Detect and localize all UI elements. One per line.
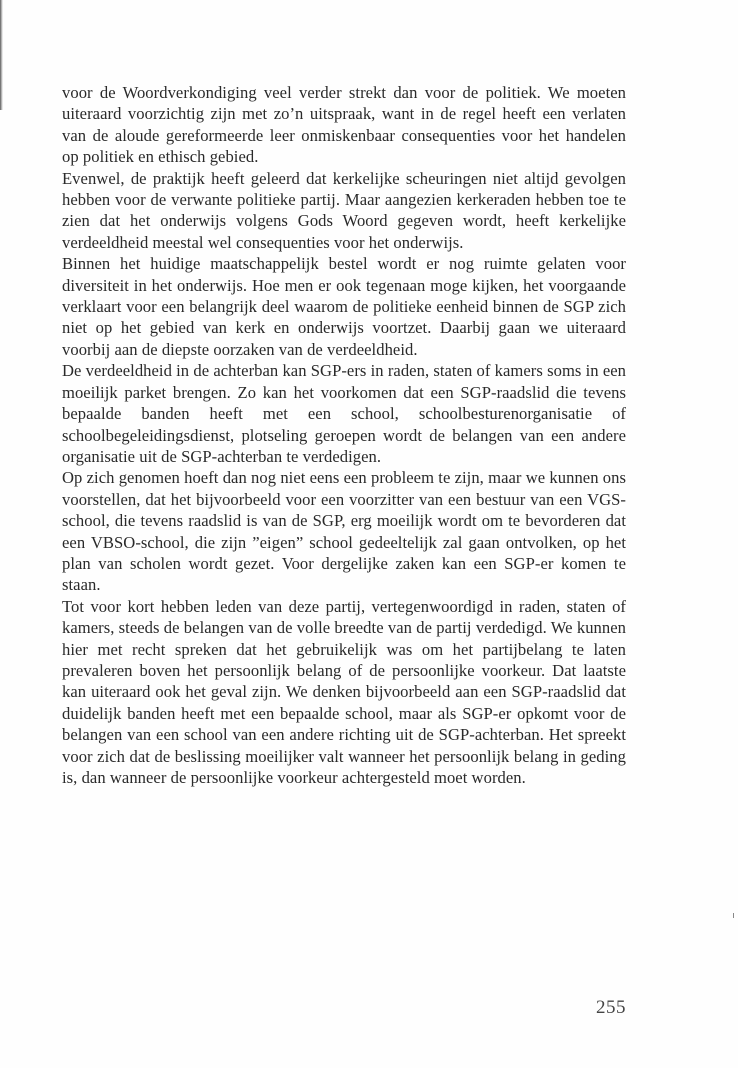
paragraph: voor de Woordverkondiging veel verder strekt dan voor de politiek. We moeten uiteraard voorzichtig zijn met zo’n uitspraak, want in de regel heeft een verlaten van de aloude gereformeerde leer onmiskenbaar consequenties voor het handelen op politiek en ethisch gebied. — [62, 83, 626, 167]
paragraph: Binnen het huidige maatschappelijk bestel wordt er nog ruimte gelaten voor diversiteit in het onderwijs. Hoe men er ook tegenaan moge kijken, het voorgaande verklaart voor een belangrijk deel waarom de politieke eenheid binnen de SGP zich niet op het gebied van kerk en onderwijs voortzet. Daarbij gaan we uiteraard voorbij aan de diepste oorzaken van de verdeeldheid. — [62, 254, 626, 359]
paragraph: Op zich genomen hoeft dan nog niet eens een probleem te zijn, maar we kunnen ons voorstellen, dat het bijvoorbeeld voor een voorzitter van een bestuur van een VGS-school, die tevens raadslid is van de SGP, erg moeilijk wordt om te bevorderen dat een VBSO-school, die zijn ”eigen” school gedeeltelijk zal gaan ontvolken, op het plan van scholen wordt gezet. Voor dergelijke zaken kan een SGP-er komen te staan. — [62, 468, 626, 595]
page-number: 255 — [596, 997, 626, 1018]
paragraph: Evenwel, de praktijk heeft geleerd dat kerkelijke scheuringen niet altijd gevolgen hebben voor de verwante politieke partij. Maar aangezien kerkeraden hebben toe te zien dat het onderwijs volgens Gods Woord gegeven wordt, heeft kerkelijke verdeeldheid meestal wel consequenties voor het onderwijs. — [62, 168, 626, 252]
paragraph: De verdeeldheid in de achterban kan SGP-ers in raden, staten of kamers soms in een moeilijk parket brengen. Zo kan het voorkomen dat een SGP-raadslid die tevens bepaalde banden heeft met een school, schoolbesturenorganisatie of schoolbegeleidingsdienst, plotseling geroepen wordt de belangen van een andere organisatie uit de SGP-achterban te verdedigen. — [62, 361, 626, 466]
body-text — [62, 82, 626, 788]
paragraph: Tot voor kort hebben leden van deze partij, vertegenwoordigd in raden, staten of kamers, steeds de belangen van de volle breedte van de partij verdedigd. We kunnen hier met recht spreken dat het gebruikelijk was om het partijbelang te laten prevaleren boven het persoonlijk belang of de persoonlijke voorkeur. Dat laatste kan uiteraard ook het geval zijn. We denken bijvoorbeeld aan een SGP-raadslid dat duidelijk banden heeft met een bepaalde school, maar als SGP-er opkomt voor de belangen van een school van een andere richting uit de SGP-achterban. Het spreekt voor zich dat de beslissing moeilijker valt wanneer het persoonlijk belang in geding is, dan wanneer de persoonlijke voorkeur achtergesteld moet worden. — [62, 596, 626, 787]
scan-speck — [733, 913, 734, 918]
binding-edge — [0, 0, 3, 110]
